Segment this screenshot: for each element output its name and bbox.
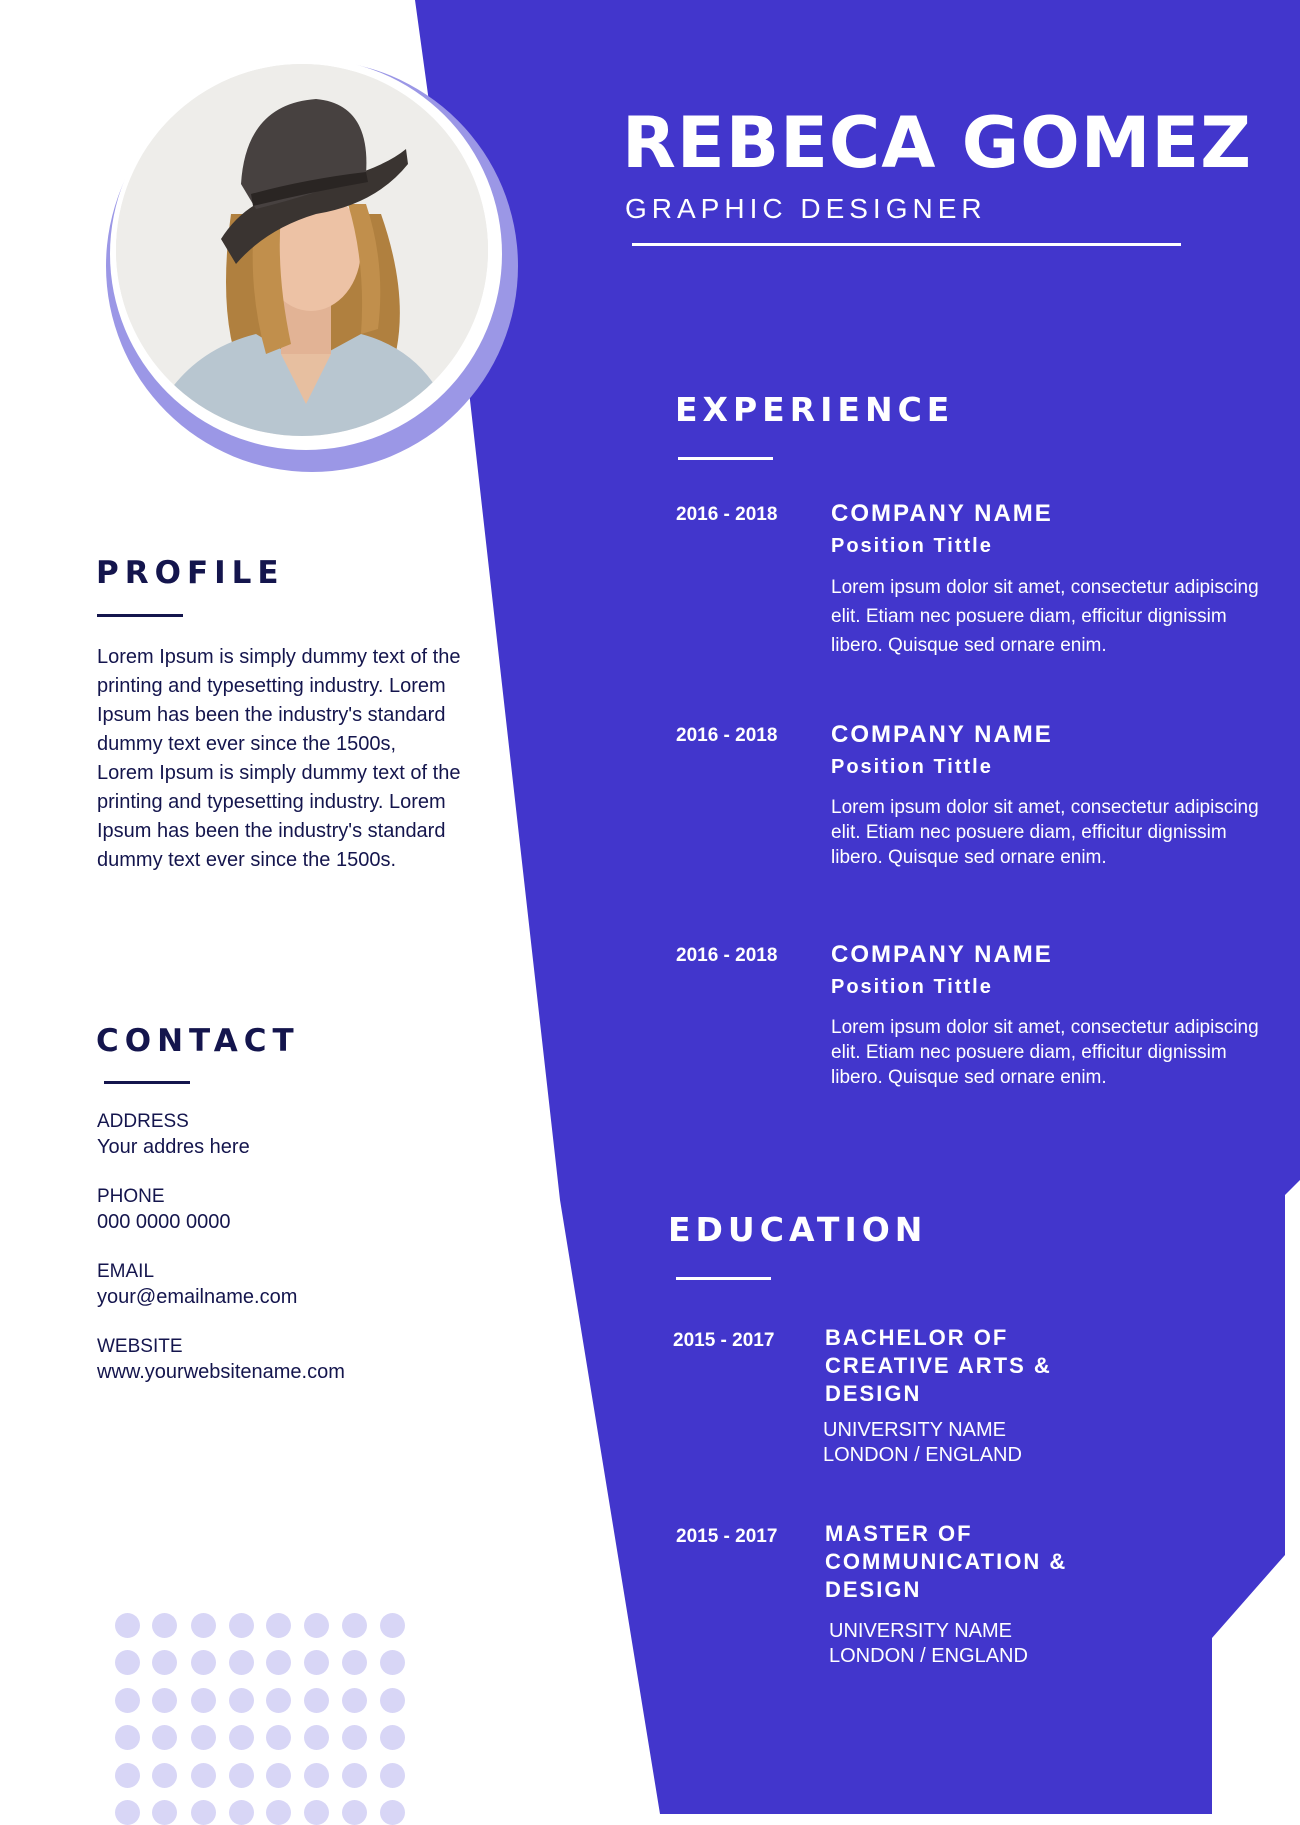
decorative-dot <box>229 1613 254 1638</box>
profile-text <box>97 643 472 875</box>
decorative-dot <box>304 1650 329 1675</box>
decorative-dot <box>304 1725 329 1750</box>
candidate-name: REBECA GOMEZ <box>622 102 1253 184</box>
decorative-dot <box>152 1613 177 1638</box>
email-label: EMAIL <box>97 1261 155 1282</box>
position-title: Position Tittle <box>831 976 993 998</box>
contact-divider <box>104 1081 190 1084</box>
experience-dates: 2016 - 2018 <box>676 725 778 746</box>
profile-photo <box>116 64 488 436</box>
decorative-dot <box>342 1650 367 1675</box>
decorative-dot <box>266 1725 291 1750</box>
company-name: COMPANY NAME <box>831 500 1053 527</box>
university-location: LONDON / ENGLAND <box>829 1645 1028 1667</box>
profile-paragraph: Lorem Ipsum is simply dummy text of the printing and typesetting industry. Lorem Ipsum has been the industry's standard dummy text ever since the 1500s, <box>97 646 461 755</box>
decorative-dot <box>191 1688 216 1713</box>
decorative-dot <box>229 1800 254 1825</box>
decorative-dot <box>342 1763 367 1788</box>
decorative-dot <box>229 1725 254 1750</box>
phone-label: PHONE <box>97 1186 165 1207</box>
decorative-dot <box>266 1800 291 1825</box>
decorative-dot <box>152 1688 177 1713</box>
company-name: COMPANY NAME <box>831 941 1053 968</box>
decorative-dot <box>266 1688 291 1713</box>
degree-title: BACHELOR OF CREATIVE ARTS & DESIGN <box>825 1325 1052 1406</box>
website-label: WEBSITE <box>97 1336 183 1357</box>
decorative-dot <box>152 1800 177 1825</box>
experience-dates: 2016 - 2018 <box>676 945 778 966</box>
decorative-dot <box>229 1650 254 1675</box>
experience-description: Lorem ipsum dolor sit amet, consectetur adipiscing elit. Etiam nec posuere diam, efficitur dignissim libero. Quisque sed ornare enim. <box>831 797 1259 868</box>
experience-divider <box>678 457 773 460</box>
decorative-dot <box>266 1650 291 1675</box>
website-value[interactable]: www.yourwebsitename.com <box>97 1361 345 1383</box>
phone-value: 000 0000 0000 <box>97 1211 231 1233</box>
position-title: Position Tittle <box>831 535 993 557</box>
decorative-dot <box>229 1688 254 1713</box>
experience-description: Lorem ipsum dolor sit amet, consectetur adipiscing elit. Etiam nec posuere diam, efficitur dignissim libero. Quisque sed ornare enim. <box>831 1017 1259 1088</box>
address-label: ADDRESS <box>97 1111 189 1132</box>
decorative-dot <box>304 1688 329 1713</box>
education-dates: 2015 - 2017 <box>676 1526 778 1547</box>
profile-paragraph: Lorem Ipsum is simply dummy text of the printing and typesetting industry. Lorem Ipsum has been the industry's standard dummy text ever since the 1500s. <box>97 762 461 871</box>
decorative-dot <box>380 1613 405 1638</box>
email-value[interactable]: your@emailname.com <box>97 1286 298 1308</box>
decorative-dot <box>115 1613 140 1638</box>
decorative-dot <box>380 1800 405 1825</box>
decorative-dot <box>266 1613 291 1638</box>
decorative-dot <box>380 1725 405 1750</box>
education-dates: 2015 - 2017 <box>673 1330 775 1351</box>
decorative-dot <box>380 1763 405 1788</box>
decorative-dot <box>304 1613 329 1638</box>
decorative-dot <box>115 1725 140 1750</box>
contact-heading: CONTACT <box>96 1023 300 1059</box>
decorative-dot <box>266 1763 291 1788</box>
experience-dates: 2016 - 2018 <box>676 504 778 525</box>
decorative-dot <box>304 1763 329 1788</box>
decorative-dot <box>342 1613 367 1638</box>
decorative-dot <box>115 1650 140 1675</box>
header-divider <box>632 243 1181 246</box>
decorative-dot <box>191 1800 216 1825</box>
university-location: LONDON / ENGLAND <box>823 1444 1022 1466</box>
decorative-dot <box>152 1725 177 1750</box>
decorative-dot <box>380 1650 405 1675</box>
position-title: Position Tittle <box>831 756 993 778</box>
decorative-dot <box>115 1763 140 1788</box>
degree-title: MASTER OF COMMUNICATION & DESIGN <box>825 1521 1068 1602</box>
decorative-dot <box>191 1763 216 1788</box>
decorative-dot <box>342 1725 367 1750</box>
decorative-dot <box>304 1800 329 1825</box>
decorative-dot <box>115 1688 140 1713</box>
experience-heading: EXPERIENCE <box>675 390 955 429</box>
decorative-dot <box>342 1688 367 1713</box>
decorative-dot <box>191 1725 216 1750</box>
decorative-dot <box>191 1613 216 1638</box>
university-name: UNIVERSITY NAME <box>829 1620 1012 1642</box>
decorative-dot <box>380 1688 405 1713</box>
education-heading: EDUCATION <box>668 1210 928 1249</box>
profile-divider <box>97 614 183 617</box>
company-name: COMPANY NAME <box>831 721 1053 748</box>
address-value: Your addres here <box>97 1136 250 1158</box>
education-divider <box>676 1277 771 1280</box>
decorative-dot <box>191 1650 216 1675</box>
decorative-dot <box>152 1650 177 1675</box>
profile-heading: PROFILE <box>96 555 285 591</box>
decorative-dot <box>342 1800 367 1825</box>
university-name: UNIVERSITY NAME <box>823 1419 1006 1441</box>
decorative-dot <box>115 1800 140 1825</box>
candidate-role: GRAPHIC DESIGNER <box>625 193 987 224</box>
decorative-dot <box>152 1763 177 1788</box>
decorative-dot <box>229 1763 254 1788</box>
experience-description: Lorem ipsum dolor sit amet, consectetur adipiscing elit. Etiam nec posuere diam, efficitur dignissim libero. Quisque sed ornare enim. <box>831 577 1259 656</box>
